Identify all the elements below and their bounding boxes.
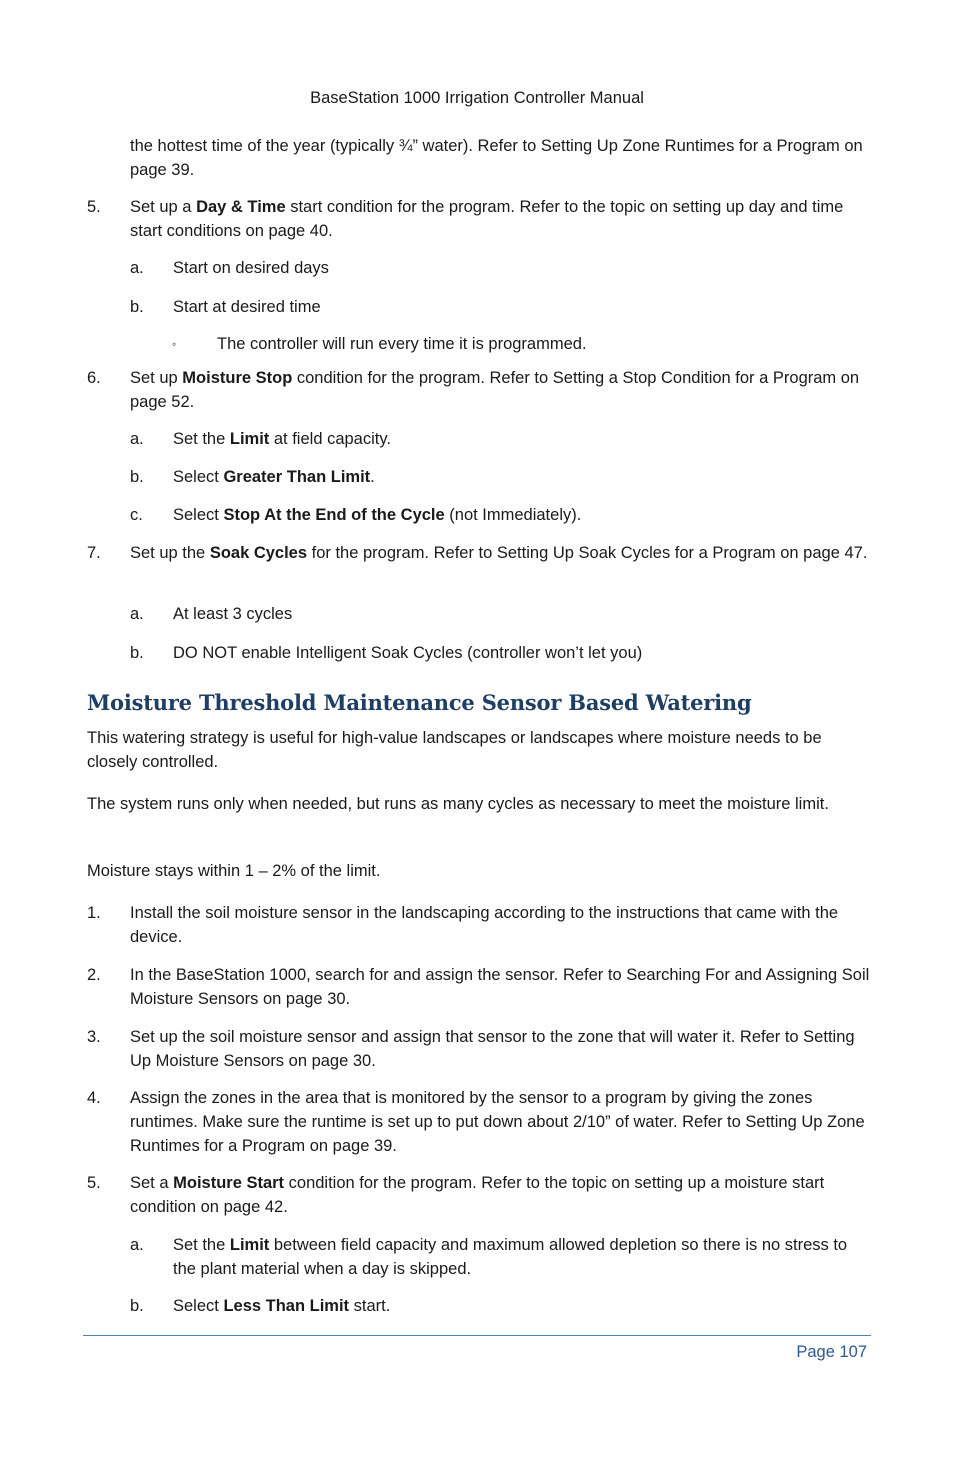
substep-text: Select Stop At the End of the Cycle (not Immediately).	[173, 506, 582, 524]
substep-letter: a.	[130, 1236, 144, 1254]
substep-text: Set the Limit between field capacity and maximum allowed depletion so there is no stress to the plant material when a day is skipped.	[173, 1236, 848, 1278]
substep-letter: b.	[130, 468, 144, 486]
step-text: Set up the Soak Cycles for the program. Refer to Setting Up Soak Cycles for a Program on page 47.	[130, 544, 868, 562]
bullet-text: The controller will run every time it is programmed.	[217, 335, 587, 353]
step-text: Set a Moisture Start condition for the program. Refer to the topic on setting up a moisture start condition on page 42.	[130, 1174, 825, 1216]
substep-text: Select Less Than Limit start.	[173, 1297, 391, 1315]
step-number: 7.	[87, 544, 101, 562]
step-text: Assign the zones in the area that is monitored by the sensor to a program by giving the zones runtimes. Make sure the runtime is set up to put down about 2/10” of water. Refer to Setting Up Zone Runtimes for a Program on page 39.	[130, 1089, 865, 1155]
substep-letter: b.	[130, 298, 144, 316]
substep-letter: b.	[130, 644, 144, 662]
substep-text: Start at desired time	[173, 298, 321, 316]
substep-text: Start on desired days	[173, 259, 329, 277]
step-text: Install the soil moisture sensor in the landscaping according to the instructions that came with the device.	[130, 904, 839, 946]
substep-letter: a.	[130, 259, 144, 277]
step-number: 1.	[87, 904, 101, 922]
step-text: In the BaseStation 1000, search for and assign the sensor. Refer to Searching For and Assigning Soil Moisture Sensors on page 30.	[130, 966, 870, 1008]
step-number: 5.	[87, 198, 101, 216]
substep-letter: b.	[130, 1297, 144, 1315]
step-number: 2.	[87, 966, 101, 984]
footer-divider	[83, 1335, 871, 1336]
substep-letter: c.	[130, 506, 143, 524]
page-number: Page 107	[796, 1343, 867, 1361]
paragraph: The system runs only when needed, but runs as many cycles as necessary to meet the moisture limit.	[87, 795, 829, 813]
paragraph: This watering strategy is useful for high-value landscapes or landscapes where moisture needs to be closely controlled.	[87, 729, 822, 771]
substep-letter: a.	[130, 605, 144, 623]
step-text: Set up the soil moisture sensor and assign that sensor to the zone that will water it. Refer to Setting Up Moisture Sensors on page 30.	[130, 1028, 855, 1070]
substep-text: DO NOT enable Intelligent Soak Cycles (controller won’t let you)	[173, 644, 643, 662]
substep-text: At least 3 cycles	[173, 605, 293, 623]
step-text: Set up Moisture Stop condition for the program. Refer to Setting a Stop Condition for a Program on page 52.	[130, 369, 860, 411]
section-heading: Moisture Threshold Maintenance Sensor Based Watering	[87, 690, 752, 715]
step-number: 4.	[87, 1089, 101, 1107]
step-number: 6.	[87, 369, 101, 387]
substep-letter: a.	[130, 430, 144, 448]
step-number: 3.	[87, 1028, 101, 1046]
step-number: 5.	[87, 1174, 101, 1192]
substep-text: Select Greater Than Limit.	[173, 468, 375, 486]
paragraph: Moisture stays within 1 – 2% of the limit.	[87, 862, 381, 880]
continuation-text: the hottest time of the year (typically ¾” water). Refer to Setting Up Zone Runtimes for a Program on page 39.	[130, 137, 863, 179]
step-text: Set up a Day & Time start condition for the program. Refer to the topic on setting up day and time start conditions on page 40.	[130, 198, 844, 240]
bullet-marker: ◦	[172, 337, 177, 351]
page-header: BaseStation 1000 Irrigation Controller Manual	[310, 89, 644, 107]
substep-text: Set the Limit at field capacity.	[173, 430, 391, 448]
